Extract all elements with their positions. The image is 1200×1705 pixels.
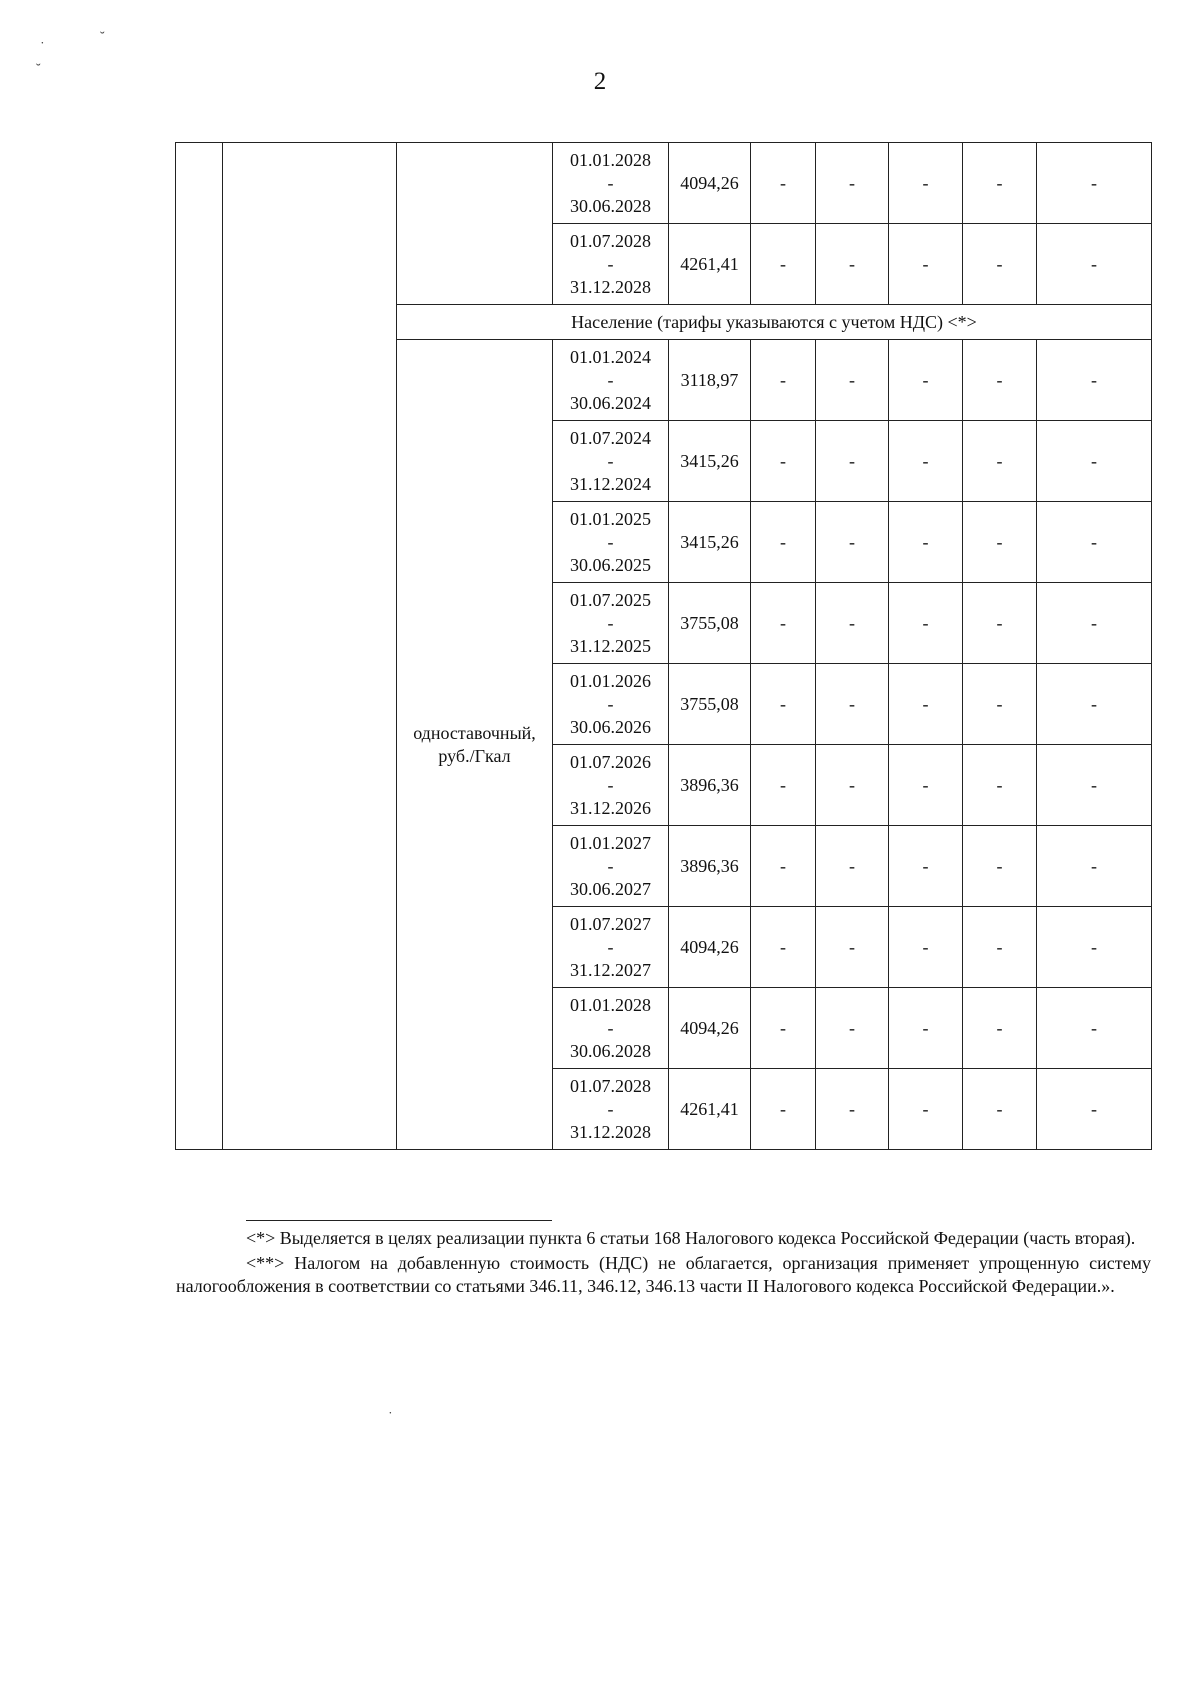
empty-value-cell: - xyxy=(816,826,889,907)
empty-value-cell: - xyxy=(751,143,816,224)
period-to: 30.06.2026 xyxy=(570,716,651,737)
period-from: 01.07.2025 xyxy=(570,589,651,610)
empty-value-cell: - xyxy=(889,907,963,988)
empty-value-cell: - xyxy=(963,502,1037,583)
period-cell xyxy=(553,502,669,583)
empty-value-cell: - xyxy=(1037,664,1152,745)
tariff-value-cell: 3896,36 xyxy=(669,745,751,826)
period-sep: - xyxy=(607,369,614,390)
tariff-table-body xyxy=(176,143,1152,1150)
empty-value-cell: - xyxy=(963,745,1037,826)
empty-value-cell: - xyxy=(1037,340,1152,421)
period-sep: - xyxy=(607,693,614,714)
tariff-value-cell: 3415,26 xyxy=(669,421,751,502)
period-cell xyxy=(553,1069,669,1150)
empty-value-cell: - xyxy=(1037,745,1152,826)
period-from: 01.01.2026 xyxy=(570,670,651,691)
period-to: 31.12.2028 xyxy=(570,276,651,297)
tariff-value-cell: 4094,26 xyxy=(669,988,751,1069)
period-cell xyxy=(553,340,669,421)
table-row xyxy=(176,143,1152,224)
tariff-value-cell: 3415,26 xyxy=(669,502,751,583)
empty-value-cell: - xyxy=(751,224,816,305)
empty-value-cell: - xyxy=(889,421,963,502)
period-from: 01.07.2028 xyxy=(570,230,651,251)
period-cell xyxy=(553,826,669,907)
empty-value-cell: - xyxy=(751,583,816,664)
period-from: 01.01.2025 xyxy=(570,508,651,529)
empty-value-cell: - xyxy=(889,143,963,224)
period-sep: - xyxy=(607,1017,614,1038)
empty-value-cell: - xyxy=(963,340,1037,421)
scan-speck: ˙ xyxy=(40,40,45,55)
empty-value-cell: - xyxy=(816,1069,889,1150)
empty-value-cell: - xyxy=(816,143,889,224)
tariff-value-cell: 4261,41 xyxy=(669,224,751,305)
empty-value-cell: - xyxy=(963,907,1037,988)
period-sep: - xyxy=(607,450,614,471)
empty-value-cell: - xyxy=(889,340,963,421)
period-to: 30.06.2025 xyxy=(570,554,651,575)
period-cell xyxy=(553,907,669,988)
empty-value-cell: - xyxy=(1037,988,1152,1069)
period-to: 31.12.2025 xyxy=(570,635,651,656)
empty-value-cell: - xyxy=(1037,421,1152,502)
period-from: 01.07.2028 xyxy=(570,1075,651,1096)
period-sep: - xyxy=(607,612,614,633)
period-to: 30.06.2028 xyxy=(570,195,651,216)
empty-value-cell: - xyxy=(963,988,1037,1069)
footnotes xyxy=(176,1220,1151,1300)
tariff-value-cell: 3896,36 xyxy=(669,826,751,907)
empty-value-cell: - xyxy=(1037,502,1152,583)
period-to: 30.06.2028 xyxy=(570,1040,651,1061)
tariff-value-cell: 4094,26 xyxy=(669,143,751,224)
tariff-value-cell: 3755,08 xyxy=(669,664,751,745)
tariff-value-cell: 3118,97 xyxy=(669,340,751,421)
empty-value-cell: - xyxy=(751,988,816,1069)
empty-value-cell: - xyxy=(751,1069,816,1150)
tariff-value-cell: 4261,41 xyxy=(669,1069,751,1150)
period-from: 01.01.2027 xyxy=(570,832,651,853)
period-from: 01.07.2027 xyxy=(570,913,651,934)
empty-value-cell: - xyxy=(751,826,816,907)
footnote-1: <*> Выделяется в целях реализации пункта 6 статьи 168 Налогового кодекса Российской Федерации (часть вторая). xyxy=(246,1228,1136,1248)
period-cell xyxy=(553,988,669,1069)
empty-value-cell: - xyxy=(816,907,889,988)
period-from: 01.07.2024 xyxy=(570,427,651,448)
empty-value-cell: - xyxy=(889,502,963,583)
empty-value-cell: - xyxy=(816,502,889,583)
period-cell xyxy=(553,421,669,502)
tariff-value-cell: 3755,08 xyxy=(669,583,751,664)
empty-value-cell: - xyxy=(1037,1069,1152,1150)
rate-type-cell-prev xyxy=(397,143,553,305)
period-sep: - xyxy=(607,253,614,274)
period-sep: - xyxy=(607,774,614,795)
empty-value-cell: - xyxy=(1037,826,1152,907)
period-cell xyxy=(553,224,669,305)
empty-value-cell: - xyxy=(889,1069,963,1150)
empty-value-cell: - xyxy=(751,907,816,988)
empty-value-cell: - xyxy=(816,421,889,502)
period-to: 31.12.2027 xyxy=(570,959,651,980)
period-cell xyxy=(553,664,669,745)
empty-value-cell: - xyxy=(889,988,963,1069)
tariff-table xyxy=(175,142,1152,1150)
empty-value-cell: - xyxy=(889,583,963,664)
empty-value-cell: - xyxy=(963,421,1037,502)
period-from: 01.01.2024 xyxy=(570,346,651,367)
empty-value-cell: - xyxy=(816,583,889,664)
period-from: 01.01.2028 xyxy=(570,994,651,1015)
empty-value-cell: - xyxy=(751,340,816,421)
empty-value-cell: - xyxy=(963,1069,1037,1150)
period-from: 01.01.2028 xyxy=(570,149,651,170)
empty-value-cell: - xyxy=(816,988,889,1069)
rate-type-cell: одноставочный, руб./Гкал xyxy=(397,340,553,1150)
period-to: 31.12.2026 xyxy=(570,797,651,818)
period-cell xyxy=(553,745,669,826)
empty-value-cell: - xyxy=(816,664,889,745)
empty-value-cell: - xyxy=(963,143,1037,224)
empty-value-cell: - xyxy=(889,224,963,305)
period-sep: - xyxy=(607,1098,614,1119)
empty-value-cell: - xyxy=(889,664,963,745)
period-sep: - xyxy=(607,531,614,552)
tariff-value-cell: 4094,26 xyxy=(669,907,751,988)
empty-value-cell: - xyxy=(1037,907,1152,988)
period-to: 30.06.2027 xyxy=(570,878,651,899)
period-cell xyxy=(553,583,669,664)
empty-value-cell: - xyxy=(963,224,1037,305)
period-sep: - xyxy=(607,855,614,876)
empty-value-cell: - xyxy=(963,826,1037,907)
footnote-separator xyxy=(246,1220,552,1221)
scan-speck: ˘ xyxy=(36,62,41,77)
empty-value-cell: - xyxy=(751,745,816,826)
number-column-cell xyxy=(176,143,223,1150)
empty-value-cell: - xyxy=(889,745,963,826)
footnote-2: <**> Налогом на добавленную стоимость (НДС) не облагается, организация применяет упрощенную систему налогообложения в соответствии со статьями 346.11, 346.12, 346.13 части II Налогового кодекса Российской Федерации.». xyxy=(176,1253,1151,1296)
section-header-cell: Население (тарифы указываются с учетом НДС) <*> xyxy=(397,305,1152,340)
empty-value-cell: - xyxy=(1037,583,1152,664)
empty-value-cell: - xyxy=(889,826,963,907)
period-to: 30.06.2024 xyxy=(570,392,651,413)
organization-column-cell xyxy=(223,143,397,1150)
period-to: 31.12.2028 xyxy=(570,1121,651,1142)
empty-value-cell: - xyxy=(816,340,889,421)
empty-value-cell: - xyxy=(751,502,816,583)
empty-value-cell: - xyxy=(751,421,816,502)
empty-value-cell: - xyxy=(963,664,1037,745)
period-from: 01.07.2026 xyxy=(570,751,651,772)
empty-value-cell: - xyxy=(1037,224,1152,305)
scan-speck: ˙ xyxy=(388,1410,393,1425)
period-cell xyxy=(553,143,669,224)
empty-value-cell: - xyxy=(816,224,889,305)
page-number: 2 xyxy=(593,68,607,95)
empty-value-cell: - xyxy=(751,664,816,745)
period-sep: - xyxy=(607,936,614,957)
scan-speck: ˘ xyxy=(100,30,105,45)
empty-value-cell: - xyxy=(816,745,889,826)
period-sep: - xyxy=(607,172,614,193)
period-to: 31.12.2024 xyxy=(570,473,651,494)
empty-value-cell: - xyxy=(1037,143,1152,224)
empty-value-cell: - xyxy=(963,583,1037,664)
